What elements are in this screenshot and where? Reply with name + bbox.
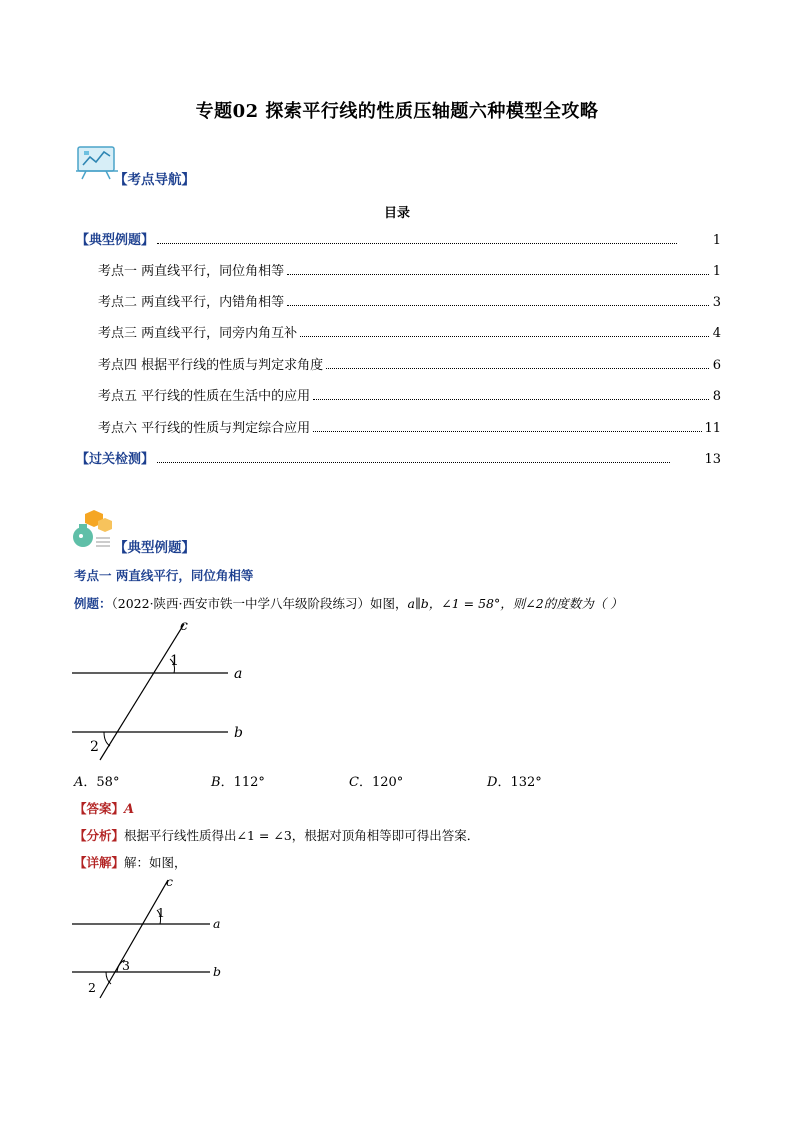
analysis-tag: 【分析】 [74, 828, 125, 843]
label-c: c [180, 618, 188, 634]
toc-row-page: 11 [704, 421, 721, 436]
toc-row-page: 1 [712, 264, 721, 279]
analysis-line [74, 826, 479, 844]
label-3: 3 [122, 958, 130, 973]
option-b[interactable]: B．112° [211, 775, 265, 790]
toc-leader [313, 431, 702, 432]
option-a[interactable]: A．58° [74, 775, 120, 790]
toc-row[interactable] [98, 355, 721, 373]
label-a: a [213, 916, 221, 931]
toc-row-page: 3 [712, 295, 721, 310]
label-b: b [213, 964, 222, 979]
kp1-title: 考点一 两直线平行，同位角相等 [74, 568, 254, 583]
toc-row-label: 考点二 两直线平行，内错角相等 [98, 295, 285, 310]
toc-leader [157, 462, 670, 463]
toc-row-page: 8 [712, 389, 721, 404]
example-condition: a∥b，∠1 = 58°，则∠2的度数为（ ） [407, 596, 623, 611]
section-label: 【典型例题】 [114, 540, 195, 556]
page-title: 专题02 探索平行线的性质压轴题六种模型全攻略 [195, 101, 599, 122]
answer-tag: 【答案】 [74, 801, 125, 816]
figure-2 [60, 872, 240, 1002]
example-label: 例题： [74, 596, 112, 611]
label-1: 1 [157, 905, 165, 920]
toc-row-page: 6 [712, 358, 721, 373]
toc-heading: 目录 [383, 206, 410, 221]
toc-row-label: 考点四 根据平行线的性质与判定求角度 [98, 358, 324, 373]
flask-icon [70, 508, 116, 550]
label-b: b [234, 725, 243, 741]
toc-leader [157, 243, 677, 244]
toc-leader [313, 399, 709, 400]
toc-leader [287, 274, 709, 275]
nav-label: 【考点导航】 [114, 172, 195, 188]
toc-leader [287, 305, 709, 306]
toc-row-label: 考点三 两直线平行，同旁内角互补 [98, 326, 298, 341]
toc-row-label: 【过关检测】 [76, 452, 155, 467]
detail-line [74, 853, 187, 871]
toc-row[interactable] [98, 323, 721, 341]
toc-row[interactable] [98, 418, 721, 436]
toc-row-page: 4 [712, 326, 721, 341]
toc-leader [326, 368, 709, 369]
toc-row-label: 考点一 两直线平行，同位角相等 [98, 264, 285, 279]
angle-2-arc [104, 732, 110, 746]
option-c[interactable]: C．120° [349, 775, 404, 790]
example-question [74, 594, 623, 612]
detail-tag: 【详解】 [74, 855, 125, 870]
analysis-text: 根据平行线性质得出∠1 = ∠3，根据对顶角相等即可得出答案． [124, 828, 480, 843]
toc-leader [300, 336, 709, 337]
line-c [100, 880, 168, 998]
example-text: （2022·陕西·西安市铁一中学八年级阶段练习）如图， [111, 596, 408, 611]
label-1: 1 [170, 653, 179, 669]
line-c [100, 624, 184, 760]
figure-1 [60, 612, 270, 770]
toc-row-page: 13 [704, 452, 721, 467]
detail-text: 解：如图， [124, 855, 187, 870]
answer-value: A [124, 802, 135, 817]
toc-row[interactable] [98, 261, 721, 279]
toc-row[interactable] [98, 292, 721, 310]
label-2: 2 [90, 739, 99, 755]
toc-row-page: 1 [712, 233, 721, 248]
toc-row[interactable] [76, 449, 721, 467]
toc-row[interactable] [98, 386, 721, 404]
toc-row-label: 【典型例题】 [76, 233, 155, 248]
toc-row-label: 考点五 平行线的性质在生活中的应用 [98, 389, 311, 404]
label-c: c [166, 874, 174, 889]
label-2: 2 [88, 980, 96, 995]
label-a: a [234, 666, 243, 682]
toc-row[interactable] [76, 230, 721, 248]
answer-line [74, 799, 134, 817]
toc-row-label: 考点六 平行线的性质与判定综合应用 [98, 421, 311, 436]
option-d[interactable]: D．132° [487, 775, 542, 790]
